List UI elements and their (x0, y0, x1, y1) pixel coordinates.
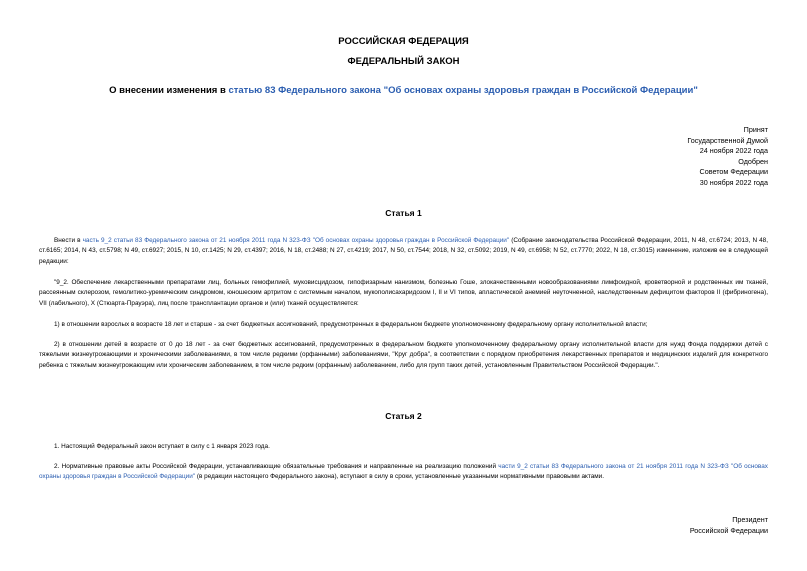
article-2-law-link[interactable]: части 9_2 статьи 83 Федерального закона от 21 ноября 2011 года N 323-ФЗ "Об основах охраны здоровья граждан в Российской Федерации" (39, 463, 768, 481)
signature-block (690, 515, 768, 536)
article-1-intro-prefix: Внести в (54, 237, 83, 244)
article-2-heading: Статья 2 (385, 411, 422, 421)
adopted-label: Принят (743, 125, 768, 134)
adoption-block (687, 125, 768, 188)
article-1-paragraph-intro (39, 236, 768, 267)
article-2-item-2-suffix: (в редакции настоящего Федерального закона), вступают в силу в сроки, установленные указанными нормативными правовыми актами. (195, 473, 605, 481)
article-1-law-link[interactable]: часть 9_2 статьи 83 Федерального закона от 21 ноября 2011 года N 323-ФЗ "Об основах охраны здоровья граждан в Российской Федерации" (82, 237, 510, 244)
law-title-prefix: О внесении изменения в (109, 85, 229, 96)
article-2-item-1: 1. Настоящий Федеральный закон вступает в силу с 1 января 2023 года. (54, 443, 270, 450)
article-2-item-2-prefix: 2. Нормативные правовые акты Российской Федерации, устанавливающие обязательные требования и направленные на реализацию положений (54, 463, 499, 470)
article-1-item-2: 2) в отношении детей в возрасте от 0 до 18 лет - за счет бюджетных ассигнований, предусмотренных в федеральном бюджете уполномоченному федеральному органу исполнительной власти для нужд Фонда поддержки детей с тяжелыми жизнеугрожающими и хроническими заболеваниями, в том числе редкими (орфанными) заболеваниями, "Круг добра", в соответствии с порядком приобретения лекарственных препаратов и медицинских изделий для конкретного ребенка с тяжелым жизнеугрожающим или хроническим заболеванием, в том числе редким (орфанным) заболеванием, либо для групп таких детей, установленным Правительством Российской Федерации.". (39, 341, 768, 369)
law-title-link[interactable]: статью 83 Федерального закона "Об основах охраны здоровья граждан в Российской Федерации" (228, 85, 698, 96)
article-1-heading: Статья 1 (385, 208, 422, 218)
signature-country: Российской Федерации (689, 525, 768, 535)
adopted-date: 24 ноября 2022 года (699, 146, 768, 155)
document-type-heading: ФЕДЕРАЛЬНЫЙ ЗАКОН (347, 56, 460, 67)
approved-date: 30 ноября 2022 года (699, 177, 768, 187)
adopted-by: Государственной Думой (687, 135, 768, 145)
country-heading: РОССИЙСКАЯ ФЕДЕРАЦИЯ (338, 36, 469, 47)
article-1-intro-suffix: (Собрание законодательства Российской Федерации, 2011, N 48, ст.6724; 2013, N 48, ст.6165; 2014, N 43, ст.5798; N 49, ст.6927; 2015, N 10, ст.1425; N 29, ст.4397; 2016, N 18, ст.2488; N 27, ст.4219; 2017, N 50, ст.7544; 2018, N 32, ст.5092; 2019, N 49, ст.6958; N 52, ст.7770; 2022, N 18, ст.3015) изменение, изложив ее в следующей редакции: (39, 237, 769, 265)
article-1-paragraph-new-text: "9_2. Обеспечение лекарственными препаратами лиц, больных гемофилией, муковисцидозом, гипофизарным нанизмом, болезнью Гоше, злокачественными новообразованиями лимфоидной, кроветворной и родственных им тканей, рассеянным склерозом, гемолитико-уремическим синдромом, юношеским артритом с системным началом, мукополисахаридозом I, II и VI типов, апластической анемией неуточненной, наследственным дефицитом факторов II (фибриногена), VII (лабильного), X (Стюарта-Прауэра), лиц после трансплантации органов и (или) тканей осуществляется: (39, 279, 768, 307)
law-title (0, 85, 807, 97)
article-1-item-1: 1) в отношении взрослых в возрасте 18 лет и старше - за счет бюджетных ассигнований, предусмотренных в федеральном бюджете уполномоченному федеральному органу исполнительной власти; (54, 321, 648, 328)
approved-label: Одобрен (738, 156, 768, 166)
signature-title: Президент (732, 515, 768, 524)
article-2-item-2 (39, 462, 768, 483)
approved-by: Советом Федерации (699, 167, 768, 176)
